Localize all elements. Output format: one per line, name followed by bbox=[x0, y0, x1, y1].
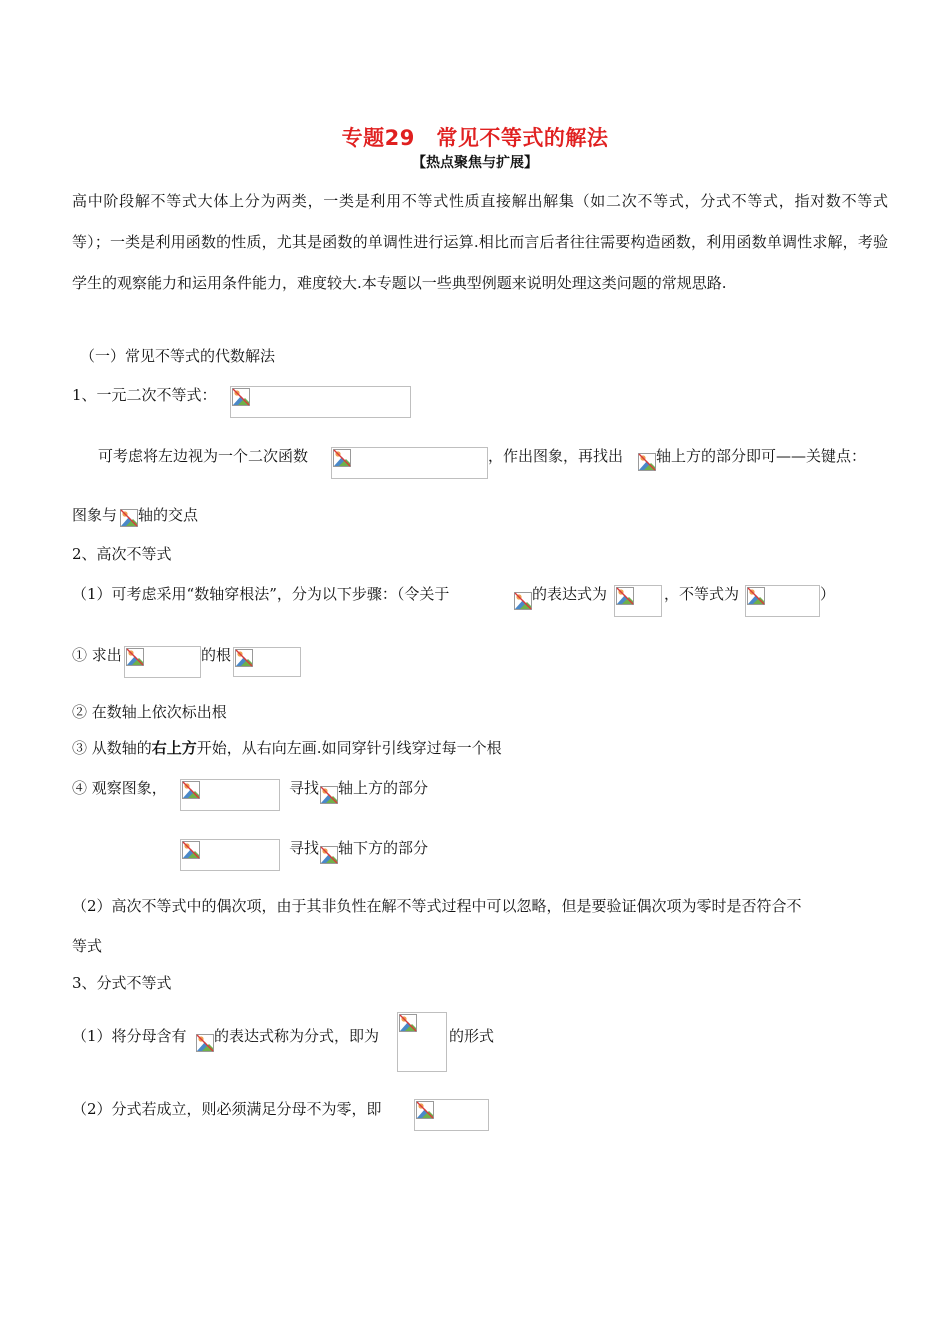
item2-step-intro: ，不等式为 bbox=[664, 585, 740, 603]
broken-image-icon bbox=[235, 649, 253, 667]
item3-condition: （2）分式若成立，则必须满足分母不为零，即 bbox=[72, 1100, 382, 1118]
step-4: 轴上方的部分 bbox=[338, 779, 429, 797]
step-4: 轴下方的部分 bbox=[338, 839, 429, 857]
formula-image-placeholder bbox=[180, 779, 280, 811]
item1-description: 轴上方的部分即可——关键点： bbox=[656, 447, 867, 465]
broken-image-icon bbox=[320, 786, 338, 804]
step-4: 寻找 bbox=[289, 779, 320, 797]
item1-description: 可考虑将左边视为一个二次函数 bbox=[98, 447, 309, 465]
item1-description: 图象与 bbox=[72, 506, 118, 524]
page-subtitle: 【热点聚焦与扩展】 bbox=[412, 155, 538, 171]
broken-image-icon bbox=[232, 388, 250, 406]
step-4: 寻找 bbox=[289, 839, 320, 857]
step-3-text: 开始，从右向左画.如同穿针引线穿过每一个根 bbox=[196, 739, 502, 757]
item3-definition: 的表达式称为分式，即为 bbox=[214, 1027, 380, 1045]
item3-label: 3、分式不等式 bbox=[72, 974, 172, 992]
formula-image-placeholder bbox=[331, 447, 488, 479]
item2-step-intro: （1）可考虑采用“数轴穿根法”，分为以下步骤：（令关于 bbox=[72, 585, 450, 603]
broken-image-icon bbox=[416, 1101, 434, 1119]
formula-image-placeholder bbox=[233, 647, 301, 677]
step-3 bbox=[72, 738, 502, 758]
broken-image-icon bbox=[399, 1014, 417, 1032]
broken-image-icon bbox=[182, 841, 200, 859]
step-3-emphasis: 右上方 bbox=[151, 739, 197, 757]
item2-step-intro: 的表达式为 bbox=[532, 585, 608, 603]
broken-image-icon bbox=[747, 587, 765, 605]
broken-image-icon bbox=[514, 592, 532, 610]
item1-description: ，作出图象，再找出 bbox=[488, 447, 624, 465]
step-2: ② 在数轴上依次标出根 bbox=[72, 703, 227, 721]
item2-note: （2）高次不等式中的偶次项，由于其非负性在解不等式过程中可以忽略，但是要验证偶次项为零时是否符合不 bbox=[72, 897, 802, 915]
item2-note: 等式 bbox=[72, 937, 103, 955]
formula-image-placeholder bbox=[397, 1012, 447, 1072]
step-1: 的根 bbox=[201, 646, 232, 664]
step-4: ④ 观察图象， bbox=[72, 779, 167, 797]
step-3-text: ③ 从数轴的 bbox=[72, 739, 152, 757]
broken-image-icon bbox=[333, 449, 351, 467]
item3-definition: 的形式 bbox=[449, 1027, 495, 1045]
item3-definition: （1）将分母含有 bbox=[72, 1027, 187, 1045]
page-title: 专题29 常见不等式的解法 bbox=[341, 126, 609, 150]
broken-image-icon bbox=[616, 587, 634, 605]
formula-image-placeholder bbox=[745, 585, 820, 617]
item2-step-intro: ） bbox=[820, 585, 836, 603]
formula-image-placeholder bbox=[180, 839, 280, 871]
broken-image-icon bbox=[638, 453, 656, 471]
formula-image-placeholder bbox=[414, 1099, 489, 1131]
broken-image-icon bbox=[120, 509, 138, 527]
broken-image-icon bbox=[196, 1034, 214, 1052]
broken-image-icon bbox=[126, 648, 144, 666]
item2-label: 2、高次不等式 bbox=[72, 545, 172, 563]
item1-description: 轴的交点 bbox=[138, 506, 199, 524]
formula-image-placeholder bbox=[614, 585, 662, 617]
item1-label: 1、一元二次不等式： bbox=[72, 386, 217, 404]
formula-image-placeholder bbox=[124, 646, 201, 678]
formula-image-placeholder bbox=[230, 386, 411, 418]
step-1: ① 求出 bbox=[72, 646, 122, 664]
broken-image-icon bbox=[320, 846, 338, 864]
intro-paragraph: 高中阶段解不等式大体上分为两类，一类是利用不等式性质直接解出解集（如二次不等式，分式不等式，指对数不等式等）；一类是利用函数的性质，尤其是函数的单调性进行运算.相比而言后者往往需要构造函数，利用函数单调性求解，考验学生的观察能力和运用条件能力，难度较大.本专题以一些典型例题来说明处理这类问题的常规思路. bbox=[72, 192, 888, 292]
section-heading: （一）常见不等式的代数解法 bbox=[80, 347, 276, 365]
broken-image-icon bbox=[182, 781, 200, 799]
